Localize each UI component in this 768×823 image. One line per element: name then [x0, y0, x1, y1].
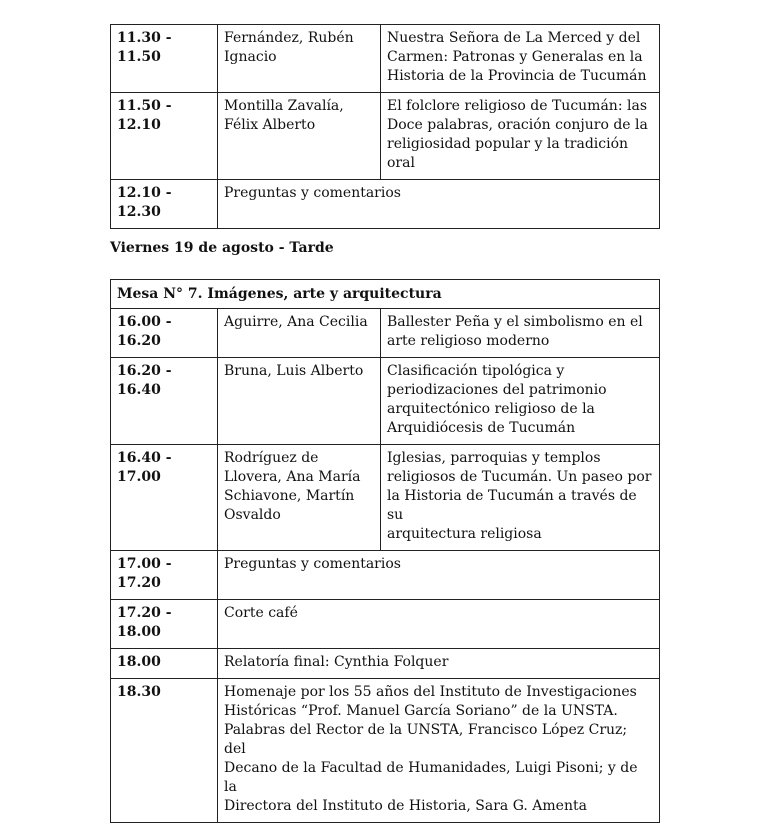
table-row	[111, 551, 660, 600]
table-row	[111, 93, 660, 180]
note-cell: Preguntas y comentarios	[218, 551, 660, 600]
speaker-cell: Rodríguez de Llovera, Ana María Schiavone, Martín Osvaldo	[218, 445, 381, 551]
time-cell: 16.40 - 17.00	[111, 445, 218, 551]
speaker-cell: Montilla Zavalía, Félix Alberto	[218, 93, 381, 180]
table-row	[111, 180, 660, 229]
schedule-table-afternoon	[110, 279, 660, 823]
title-cell: Iglesias, parroquias y templos religiosos de Tucumán. Un paseo por la Historia de Tucumán a través de su arquitectura religiosa	[381, 445, 660, 551]
note-cell: Relatoría final: Cynthia Folquer	[218, 649, 660, 679]
speaker-cell: Bruna, Luis Alberto	[218, 358, 381, 445]
time-cell: 16.20 - 16.40	[111, 358, 218, 445]
note-cell: Homenaje por los 55 años del Instituto de Investigaciones Históricas “Prof. Manuel García Soriano” de la UNSTA. Palabras del Rector de la UNSTA, Francisco López Cruz; del Decano de la Facultad de Humanidades, Luigi Pisoni; y de la Directora del Instituto de Historia, Sara G. Amenta	[218, 679, 660, 823]
table-row	[111, 25, 660, 93]
table-row	[111, 445, 660, 551]
time-cell: 12.10 - 12.30	[111, 180, 218, 229]
time-cell: 11.30 - 11.50	[111, 25, 218, 93]
title-cell: Clasificación tipológica y periodizaciones del patrimonio arquitectónico religioso de la Arquidiócesis de Tucumán	[381, 358, 660, 445]
time-cell: 17.20 - 18.00	[111, 600, 218, 649]
title-cell: El folclore religioso de Tucumán: las Doce palabras, oración conjuro de la religiosidad popular y la tradición oral	[381, 93, 660, 180]
table-row	[111, 649, 660, 679]
note-cell: Corte café	[218, 600, 660, 649]
schedule-table-morning	[110, 24, 660, 229]
speaker-cell: Fernández, Rubén Ignacio	[218, 25, 381, 93]
table-row	[111, 679, 660, 823]
time-cell: 16.00 - 16.20	[111, 309, 218, 358]
table-header-row	[111, 280, 660, 309]
table-row	[111, 358, 660, 445]
time-cell: 17.00 - 17.20	[111, 551, 218, 600]
title-cell: Ballester Peña y el simbolismo en el arte religioso moderno	[381, 309, 660, 358]
table-row	[111, 309, 660, 358]
table-row	[111, 600, 660, 649]
title-cell: Nuestra Señora de La Merced y del Carmen: Patronas y Generalas en la Historia de la Provincia de Tucumán	[381, 25, 660, 93]
time-cell: 18.30	[111, 679, 218, 823]
panel-header: Mesa N° 7. Imágenes, arte y arquitectura	[111, 280, 660, 309]
speaker-cell: Aguirre, Ana Cecilia	[218, 309, 381, 358]
section-title: Viernes 19 de agosto - Tarde	[110, 240, 334, 256]
time-cell: 18.00	[111, 649, 218, 679]
note-cell: Preguntas y comentarios	[218, 180, 660, 229]
time-cell: 11.50 - 12.10	[111, 93, 218, 180]
